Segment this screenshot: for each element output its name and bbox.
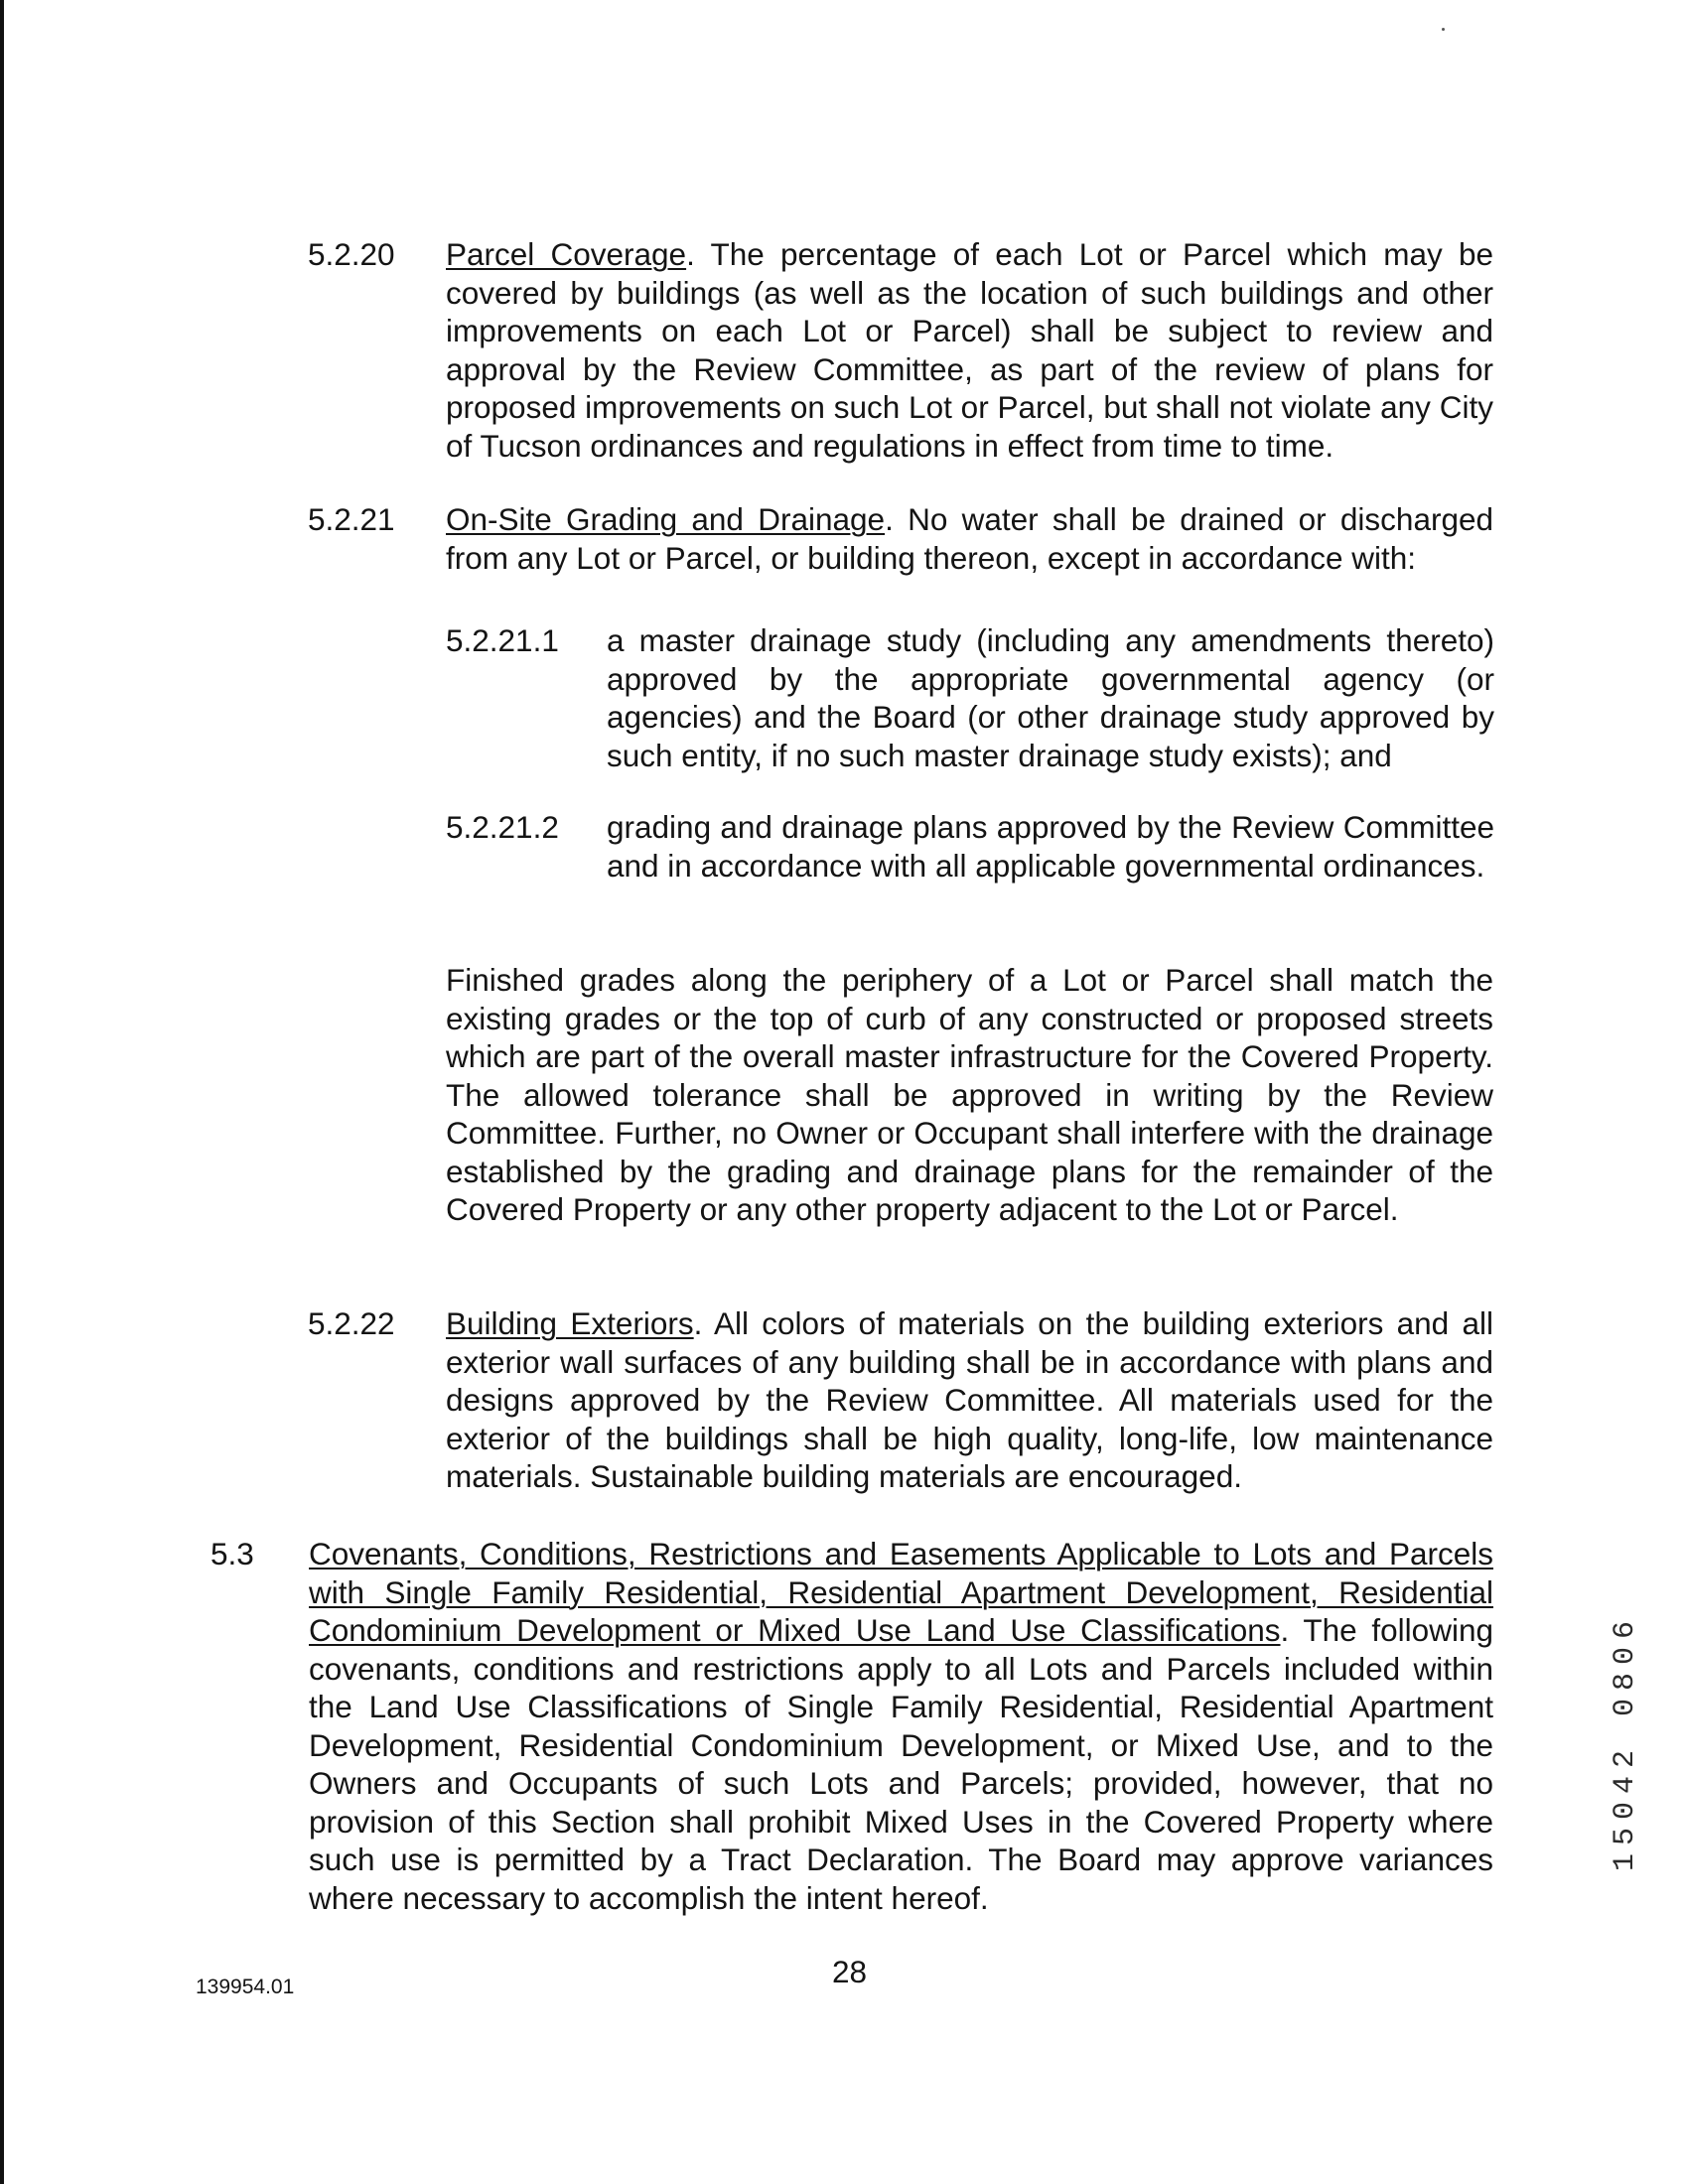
section-5-2-22: [308, 1304, 1499, 1503]
section-body: . The following covenants, conditions and restrictions apply to all Lots and Parcels included within the Land Use Classifications of Single Family Residential, Residential Apartment Development, Residential Condominium Development, or Mixed Use, and to the Owners and Occupants of such Lots and Parcels; provided, however, that no provision of this Section shall prohibit Mixed Uses in the Covered Property where such use is permitted by a Tract Declaration. The Board may approve variances where necessary to accomplish the intent hereof.: [309, 1612, 1493, 1916]
recording-stamp-text: 15042 0806: [1609, 1612, 1642, 1872]
page-number: 28: [832, 1954, 868, 1989]
subsection-body: a master drainage study (including any amendments thereto) approved by the appropriate governmental agency (or agencies) and the Board (or other drainage study approved by such entity, if no such master drainage study exists); and: [607, 622, 1494, 773]
section-body: . All colors of materials on the building exteriors and all exterior wall surfaces of any building shall be in accordance with plans and designs approved by the Review Committee. All materials used for the exterior of the buildings shall be high quality, long-life, low maintenance materials. Sustainable building materials are encouraged.: [446, 1305, 1493, 1494]
section-number: 5.2.21: [308, 501, 395, 537]
section-heading: Parcel Coverage: [446, 236, 687, 272]
section-heading: Covenants, Conditions, Restrictions and Easements Applicable to Lots and Parcels with Single Family Residential, Residential Apartment Development, Residential Condominium Development or Mixed Use Land Use Classifications: [309, 1536, 1493, 1648]
section-body: . No water shall be drained or discharged from any Lot or Parcel, or building thereon, except in accordance with:: [446, 501, 1494, 576]
section-5-2-20: [308, 235, 1499, 474]
subsection-number: 5.2.21.1: [446, 622, 559, 658]
subsection-5-2-21-1: [446, 621, 1498, 780]
section-number: 5.2.22: [308, 1305, 395, 1341]
subsection-number: 5.2.21.2: [446, 809, 559, 845]
subsection-body: grading and drainage plans approved by the Review Committee and in accordance with all applicable governmental ordinances.: [607, 809, 1494, 884]
section-heading: On-Site Grading and Drainage: [446, 501, 886, 537]
section-number: 5.2.20: [308, 236, 395, 272]
section-text: [446, 235, 1493, 465]
section-text: [446, 1304, 1493, 1496]
scan-speck: [1442, 28, 1445, 31]
document-id: 139954.01: [196, 1976, 295, 1998]
section-text: [309, 1535, 1493, 1917]
recording-stamp: [1606, 1569, 1645, 1916]
section-5-3: [210, 1535, 1501, 1932]
section-body: . The percentage of each Lot or Parcel which may be covered by buildings (as well as the location of such buildings and other improvements on each Lot or Parcel) shall be subject to review and approval by the Review Committee, as part of the review of plans for proposed improvements on such Lot or Parcel, but shall not violate any City of Tucson ordinances and regulations in effect from time to time.: [446, 236, 1493, 464]
subsection-5-2-21-2: [446, 808, 1498, 927]
scan-edge: [0, 0, 4, 2184]
section-heading: Building Exteriors: [446, 1305, 694, 1341]
finished-grades-paragraph: Finished grades along the periphery of a Lot or Parcel shall match the existing grades or the top of curb of any constructed or proposed streets which are part of the overall master infrastructure for the Covered Property. The allowed tolerance shall be approved in writing by the Review Committee. Further, no Owner or Occupant shall interfere with the drainage established by the grading and drainage plans for the remainder of the Covered Property or any other property adjacent to the Lot or Parcel.: [446, 962, 1493, 1227]
section-text: [446, 500, 1493, 577]
section-5-2-21: [308, 500, 1499, 590]
section-number: 5.3: [210, 1536, 254, 1571]
